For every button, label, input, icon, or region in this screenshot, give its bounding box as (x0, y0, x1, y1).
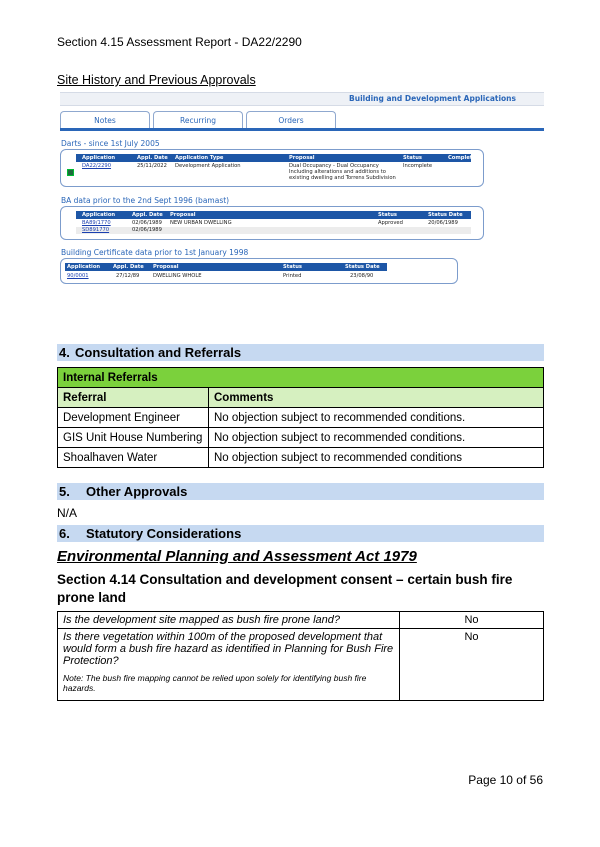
bc-status: Printed (283, 273, 302, 279)
darts-box (60, 149, 484, 187)
internal-referrals-table (57, 367, 544, 468)
ba-status-date: 20/06/1989 (428, 220, 458, 226)
page-header: Section 4.15 Assessment Report - DA22/2290 (57, 35, 302, 49)
sd-date: 02/06/1989 (132, 227, 162, 233)
tab-recurring[interactable]: Recurring (153, 111, 243, 128)
bc-date: 27/12/89 (116, 273, 140, 279)
bushfire-answer: No (400, 629, 544, 701)
section-4-heading: 4. Consultation and Referrals (57, 344, 544, 361)
darts-type: Development Application (175, 163, 241, 169)
bushfire-answer: No (400, 612, 544, 629)
section-5-body: N/A (57, 506, 78, 520)
table-row: Development Engineer No objection subject to recommended conditions. (58, 408, 544, 428)
darts-header: Application Appl. Date Application Type Proposal Status Completed (76, 154, 471, 162)
bc-header: Application Appl. Date Proposal Status Status Date (65, 263, 387, 271)
darts-date: 25/11/2022 (137, 163, 167, 169)
sd-application-link[interactable]: SD891770 (82, 227, 110, 233)
darts-status: Incomplete (403, 163, 433, 169)
document-icon[interactable] (67, 169, 74, 176)
tab-notes[interactable]: Notes (60, 111, 150, 128)
table-row: GIS Unit House Numbering No objection subject to recommended conditions. (58, 428, 544, 448)
tab-orders[interactable]: Orders (246, 111, 336, 128)
bc-application-link[interactable]: 90/0001 (67, 273, 89, 279)
bc-title: Building Certificate data prior to 1st January 1998 (61, 248, 249, 257)
darts-proposal: Including alterations and additions to (289, 169, 386, 175)
ba-date: 02/06/1989 (132, 220, 162, 226)
section-6-heading: 6. Statutory Considerations (57, 525, 544, 542)
table-row: Shoalhaven Water No objection subject to recommended conditions (58, 448, 544, 468)
ba-header: Application Appl. Date Proposal Status Status Date (76, 211, 471, 219)
ba-box (60, 206, 484, 240)
act-heading: Environmental Planning and Assessment Act 1979 (57, 548, 417, 565)
darts-title: Darts - since 1st July 2005 (61, 139, 160, 148)
darts-application-link[interactable]: DA22/2290 (82, 163, 112, 169)
darts-proposal: existing dwelling and Torrens Subdivision (289, 175, 396, 181)
referrals-title-row: Internal Referrals (58, 368, 544, 388)
bc-proposal: DWELLING WHOLE (153, 273, 202, 279)
site-history-heading: Site History and Previous Approvals (57, 73, 256, 87)
bc-box (60, 258, 458, 284)
ba-application-link[interactable]: BA89/1770 (82, 220, 111, 226)
page-number: Page 10 of 56 (468, 773, 543, 787)
tab-underline (60, 128, 544, 131)
applications-screenshot (60, 92, 544, 292)
ba-title: BA data prior to the 2nd Sept 1996 (bamast) (61, 196, 230, 205)
darts-proposal: Dual Occupancy - Dual Occupancy (289, 163, 379, 169)
banner: Building and Development Applications (60, 92, 544, 106)
bushfire-question: Is the development site mapped as bush fire prone land? (58, 612, 400, 629)
bc-status-date: 23/08/90 (350, 273, 374, 279)
table-row (58, 612, 544, 629)
bushfire-table (57, 611, 544, 701)
table-row (58, 629, 544, 701)
section-5-heading: 5. Other Approvals (57, 483, 544, 500)
ba-proposal: NEW URBAN DWELLING (170, 220, 232, 226)
bushfire-note: Note: The bush fire mapping cannot be relied upon solely for identifying bush fire hazards. (63, 673, 367, 693)
referrals-header-row: Referral Comments (58, 388, 544, 408)
bushfire-question: Is there vegetation within 100m of the proposed development that would form a bush fire hazard as identified in Planning for Bush Fire Protection? Note: The bush fire mapping cannot be relied upon solely for identifying bush fire hazards. (58, 629, 400, 701)
section-414-heading: Section 4.14 Consultation and development consent – certain bush fire prone land (57, 572, 513, 605)
ba-status: Approved (378, 220, 403, 226)
